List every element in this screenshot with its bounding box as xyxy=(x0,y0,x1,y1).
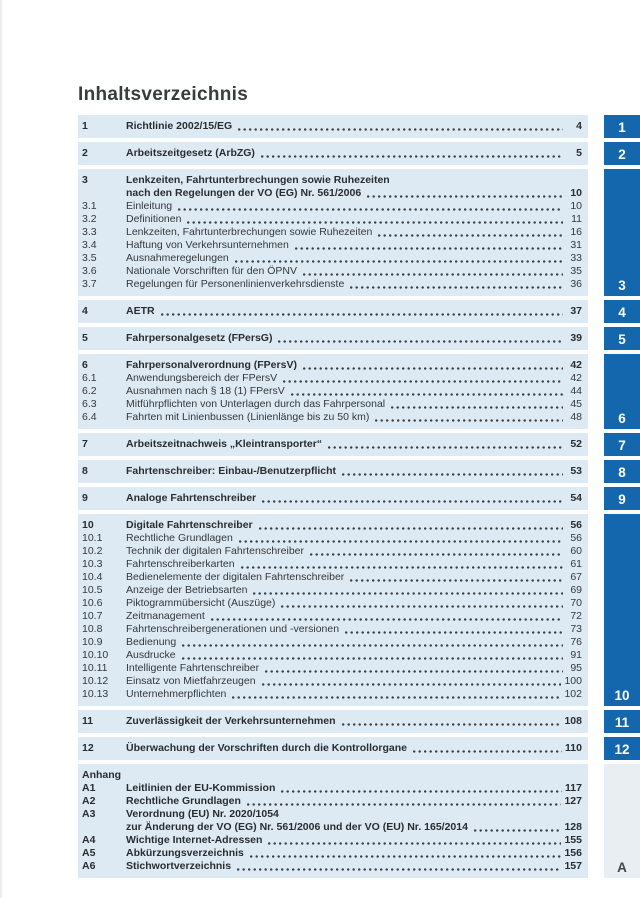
entry-number: 3.3 xyxy=(82,226,97,238)
toc-row xyxy=(82,174,582,187)
entry-title: Analoge Fahrtenschreiber xyxy=(126,492,257,504)
entry-title: Bedienelemente der digitalen Fahrtenschreiber xyxy=(126,571,345,583)
chapter-tab-2: 2 xyxy=(604,142,640,165)
entry-title: Einleitung xyxy=(126,200,173,212)
toc-section-band xyxy=(78,433,588,456)
page-number: 10 xyxy=(570,200,582,212)
chapter-tab-1: 1 xyxy=(604,115,640,138)
chapter-tab-9: 9 xyxy=(604,487,640,510)
entry-title: nach den Regelungen der VO (EG) Nr. 561/2006 xyxy=(126,187,362,199)
toc-row xyxy=(82,571,582,584)
dot-leader xyxy=(342,473,563,476)
dot-leader xyxy=(268,842,561,845)
toc-row xyxy=(82,359,582,372)
page-number: 108 xyxy=(564,715,582,727)
entry-number: Anhang xyxy=(82,769,122,781)
toc-section-band xyxy=(78,764,588,878)
entry-number: 10.2 xyxy=(82,545,103,557)
toc-section-band xyxy=(78,710,588,733)
dot-leader xyxy=(278,340,563,343)
entry-title: Verordnung (EU) Nr. 2020/1054 xyxy=(126,808,279,820)
dot-leader xyxy=(295,247,563,250)
dot-leader xyxy=(182,644,563,647)
toc-section-band xyxy=(78,460,588,483)
toc-row xyxy=(82,610,582,623)
page-number: 10 xyxy=(570,187,582,199)
entry-number: 6.2 xyxy=(82,385,97,397)
entry-title: Lenkzeiten, Fahrtunterbrechungen sowie Ruhezeiten xyxy=(126,226,373,238)
toc-row xyxy=(82,742,582,755)
entry-number: A3 xyxy=(82,808,96,820)
toc-content xyxy=(78,84,640,878)
entry-number: A6 xyxy=(82,860,96,872)
entry-title: Mitführpflichten von Unterlagen durch das Fahrpersonal xyxy=(126,398,386,410)
dot-leader xyxy=(342,723,562,726)
dot-leader xyxy=(247,803,562,806)
entry-title: Einsatz von Mietfahrzeugen xyxy=(126,675,256,687)
toc-row xyxy=(82,278,582,291)
toc-row xyxy=(82,305,582,318)
entry-number: 10.1 xyxy=(82,532,103,544)
entry-title: Fahrten mit Linienbussen (Linienlänge bis zu 50 km) xyxy=(126,411,370,423)
chapter-tab-7: 7 xyxy=(604,433,640,456)
toc-row xyxy=(82,226,582,239)
entry-title: Anwendungsbereich der FPersV xyxy=(126,372,278,384)
chapter-tab-8: 8 xyxy=(604,460,640,483)
page-number: 36 xyxy=(570,278,582,290)
dot-leader xyxy=(303,367,563,370)
dot-leader xyxy=(262,500,563,503)
dot-leader xyxy=(281,790,562,793)
toc-row xyxy=(82,675,582,688)
dot-leader xyxy=(161,313,563,316)
toc-row xyxy=(82,636,582,649)
page-number: 127 xyxy=(564,795,582,807)
chapter-tab-3: 3 xyxy=(604,169,640,296)
entry-number: 10.3 xyxy=(82,558,103,570)
toc-row xyxy=(82,715,582,728)
toc-row xyxy=(82,584,582,597)
chapter-tab-A: A xyxy=(604,764,640,878)
dot-leader xyxy=(310,553,563,556)
toc-row xyxy=(82,438,582,451)
toc-section-band xyxy=(78,354,588,429)
dot-leader xyxy=(303,273,563,276)
dot-leader xyxy=(182,657,563,660)
entry-title: Definitionen xyxy=(126,213,182,225)
toc-section-band xyxy=(78,487,588,510)
toc-section-band xyxy=(78,169,588,296)
page-number: 52 xyxy=(570,438,582,450)
entry-title: Regelungen für Personenlinienverkehrsdienste xyxy=(126,278,345,290)
dot-leader xyxy=(235,260,563,263)
page-number: 102 xyxy=(564,688,582,700)
dot-leader xyxy=(187,221,563,224)
page-number: 16 xyxy=(570,226,582,238)
entry-title: Zeitmanagement xyxy=(126,610,205,622)
entry-number: A4 xyxy=(82,834,96,846)
page-number: 11 xyxy=(571,213,582,225)
toc-section-band xyxy=(78,327,588,350)
entry-number: 6.4 xyxy=(82,411,97,423)
entry-title: Abkürzungsverzeichnis xyxy=(126,847,244,859)
entry-title: Lenkzeiten, Fahrtunterbrechungen sowie Ruhezeiten xyxy=(126,174,390,186)
chapter-tab-4: 4 xyxy=(604,300,640,323)
entry-number: 3 xyxy=(82,174,88,186)
entry-number: 11 xyxy=(82,715,94,727)
toc-section-band xyxy=(78,514,588,706)
page-title: Inhaltsverzeichnis xyxy=(78,84,249,105)
entry-number: 3.1 xyxy=(82,200,97,212)
toc-row xyxy=(82,795,582,808)
entry-number: 12 xyxy=(82,742,94,754)
toc-row xyxy=(82,465,582,478)
toc-row xyxy=(82,834,582,847)
page-number: 72 xyxy=(570,610,582,622)
page-number: 91 xyxy=(570,649,582,661)
chapter-tab-11: 11 xyxy=(604,710,640,733)
page-number: 76 xyxy=(570,636,582,648)
entry-number: 5 xyxy=(82,332,88,344)
dot-leader xyxy=(281,605,563,608)
dot-leader xyxy=(211,618,563,621)
entry-number: 3.2 xyxy=(82,213,97,225)
toc-row xyxy=(82,662,582,675)
entry-title: Digitale Fahrtenschreiber xyxy=(126,519,253,531)
dot-leader xyxy=(375,419,563,422)
page-number: 67 xyxy=(570,571,582,583)
toc-row xyxy=(82,385,582,398)
entry-number: 10.12 xyxy=(82,675,109,687)
page-number: 56 xyxy=(570,532,582,544)
entry-title: Haftung von Verkehrsunternehmen xyxy=(126,239,289,251)
dot-leader xyxy=(237,868,561,871)
dot-leader xyxy=(474,829,562,832)
entry-number: A1 xyxy=(82,782,96,794)
page-number: 54 xyxy=(570,492,582,504)
toc-row xyxy=(82,239,582,252)
page-number: 42 xyxy=(570,372,582,384)
page-number: 31 xyxy=(570,239,582,251)
page-number: 110 xyxy=(565,742,582,754)
entry-number: 10 xyxy=(82,519,94,531)
entry-title: Bedienung xyxy=(126,636,177,648)
dot-leader xyxy=(178,208,563,211)
dot-leader xyxy=(391,406,563,409)
chapter-tab-6: 6 xyxy=(604,354,640,429)
page-number: 53 xyxy=(570,465,582,477)
entry-number: 10.6 xyxy=(82,597,103,609)
page-number: 157 xyxy=(564,860,582,872)
page-number: 56 xyxy=(570,519,582,531)
toc-row xyxy=(82,332,582,345)
entry-title: AETR xyxy=(126,305,155,317)
entry-title: Ausnahmen nach § 18 (1) FPersV xyxy=(126,385,285,397)
entry-number: 7 xyxy=(82,438,88,450)
page-number: 128 xyxy=(564,821,582,833)
toc-row xyxy=(82,860,582,873)
page-number: 5 xyxy=(576,147,582,159)
entry-title: Anzeige der Betriebsarten xyxy=(126,584,248,596)
page-number: 95 xyxy=(570,662,582,674)
page-number: 48 xyxy=(570,411,582,423)
toc-section-band xyxy=(78,115,588,138)
dot-leader xyxy=(378,234,563,237)
entry-number: 8 xyxy=(82,465,88,477)
entry-number: 10.7 xyxy=(82,610,103,622)
entry-title: Richtlinie 2002/15/EG xyxy=(126,120,233,132)
entry-title: Technik der digitalen Fahrtenschreiber xyxy=(126,545,305,557)
dot-leader xyxy=(350,579,563,582)
toc-section-band xyxy=(78,300,588,323)
entry-title: Piktogrammübersicht (Auszüge) xyxy=(126,597,276,609)
toc-section-band xyxy=(78,142,588,165)
entry-title: Nationale Vorschriften für den ÖPNV xyxy=(126,265,298,277)
toc-row xyxy=(82,782,582,795)
dot-leader xyxy=(262,683,562,686)
dot-leader xyxy=(413,750,562,753)
toc-row xyxy=(82,688,582,701)
page-number: 70 xyxy=(570,597,582,609)
toc-row xyxy=(82,519,582,532)
toc-row xyxy=(82,120,582,133)
entry-title: Fahrpersonalgesetz (FPersG) xyxy=(126,332,273,344)
entry-number: 6 xyxy=(82,359,88,371)
toc-row xyxy=(82,492,582,505)
toc xyxy=(78,115,640,878)
dot-leader xyxy=(265,670,563,673)
dot-leader xyxy=(241,566,563,569)
page-number: 73 xyxy=(570,623,582,635)
toc-section-band xyxy=(78,737,588,760)
entry-title: Rechtliche Grundlagen xyxy=(126,532,233,544)
entry-number: A2 xyxy=(82,795,96,807)
toc-row xyxy=(82,411,582,424)
toc-row xyxy=(82,213,582,226)
entry-title: Arbeitszeitnachweis „Kleintransporter“ xyxy=(126,438,323,450)
chapter-tab-5: 5 xyxy=(604,327,640,350)
entry-number: 3.7 xyxy=(82,278,97,290)
entry-title: Leitlinien der EU-Kommission xyxy=(126,782,276,794)
entry-title: Wichtige Internet-Adressen xyxy=(126,834,263,846)
page-number: 100 xyxy=(564,675,582,687)
entry-number: 10.10 xyxy=(82,649,109,661)
entry-title: Ausnahmeregelungen xyxy=(126,252,229,264)
dot-leader xyxy=(239,540,563,543)
dot-leader xyxy=(238,128,563,131)
chapter-tab-12: 12 xyxy=(604,737,640,760)
page-number: 156 xyxy=(564,847,582,859)
dot-leader xyxy=(283,380,563,383)
dot-leader xyxy=(232,696,561,699)
entry-number: 10.13 xyxy=(82,688,109,700)
dot-leader xyxy=(350,286,563,289)
toc-row xyxy=(82,623,582,636)
entry-title: Unternehmerpflichten xyxy=(126,688,227,700)
entry-number: 6.3 xyxy=(82,398,97,410)
toc-row xyxy=(82,265,582,278)
page-number: 35 xyxy=(570,265,582,277)
toc-row xyxy=(82,847,582,860)
entry-number: 10.5 xyxy=(82,584,103,596)
page-number: 39 xyxy=(570,332,582,344)
entry-title: Intelligente Fahrtenschreiber xyxy=(126,662,260,674)
toc-row xyxy=(82,147,582,160)
dot-leader xyxy=(367,195,563,198)
dot-leader xyxy=(291,393,563,396)
entry-title: Fahrtenschreiber: Einbau-/Benutzerpflicht xyxy=(126,465,337,477)
toc-row xyxy=(82,649,582,662)
page-number: 45 xyxy=(570,398,582,410)
entry-title: Ausdrucke xyxy=(126,649,176,661)
page-number: 4 xyxy=(576,120,582,132)
toc-row xyxy=(82,821,582,834)
entry-title: Stichwortverzeichnis xyxy=(126,860,232,872)
toc-row xyxy=(82,769,582,782)
page-number: 61 xyxy=(570,558,582,570)
toc-row xyxy=(82,398,582,411)
entry-number: 6.1 xyxy=(82,372,97,384)
entry-number: 10.11 xyxy=(82,662,108,674)
dot-leader xyxy=(259,527,563,530)
toc-row xyxy=(82,200,582,213)
entry-number: 10.8 xyxy=(82,623,103,635)
page-number: 37 xyxy=(570,305,582,317)
entry-title: Arbeitszeitgesetz (ArbZG) xyxy=(126,147,255,159)
toc-row xyxy=(82,187,582,200)
dot-leader xyxy=(261,155,563,158)
entry-title: Rechtliche Grundlagen xyxy=(126,795,241,807)
toc-row xyxy=(82,808,582,821)
page-number: 33 xyxy=(570,252,582,264)
entry-number: 1 xyxy=(82,120,88,132)
toc-row xyxy=(82,532,582,545)
toc-row xyxy=(82,372,582,385)
toc-row xyxy=(82,558,582,571)
page-number: 117 xyxy=(565,782,582,794)
entry-number: 10.9 xyxy=(82,636,103,648)
entry-title: Fahrtenschreiberkarten xyxy=(126,558,235,570)
page-number: 44 xyxy=(570,385,582,397)
entry-number: 4 xyxy=(82,305,88,317)
entry-number: 3.5 xyxy=(82,252,97,264)
page-number: 60 xyxy=(570,545,582,557)
entry-title: Überwachung der Vorschriften durch die Kontrollorgane xyxy=(126,742,408,754)
dot-leader xyxy=(250,855,562,858)
entry-title: zur Änderung der VO (EG) Nr. 561/2006 und der VO (EU) Nr. 165/2014 xyxy=(126,821,468,833)
page-number: 42 xyxy=(570,359,582,371)
page-number: 69 xyxy=(570,584,582,596)
toc-row xyxy=(82,545,582,558)
entry-number: 2 xyxy=(82,147,88,159)
chapter-tab-10: 10 xyxy=(604,514,640,706)
page-number: 155 xyxy=(564,834,582,846)
entry-number: 9 xyxy=(82,492,88,504)
entry-title: Zuverlässigkeit der Verkehrsunternehmen xyxy=(126,715,336,727)
dot-leader xyxy=(328,446,563,449)
entry-title: Fahrtenschreibergenerationen und -versionen xyxy=(126,623,340,635)
toc-row xyxy=(82,252,582,265)
toc-row xyxy=(82,597,582,610)
dot-leader xyxy=(253,592,563,595)
entry-number: 3.6 xyxy=(82,265,97,277)
entry-number: 3.4 xyxy=(82,239,97,251)
dot-leader xyxy=(345,631,563,634)
entry-number: A5 xyxy=(82,847,96,859)
entry-number: 10.4 xyxy=(82,571,103,583)
entry-title: Fahrpersonalverordnung (FPersV) xyxy=(126,359,297,371)
